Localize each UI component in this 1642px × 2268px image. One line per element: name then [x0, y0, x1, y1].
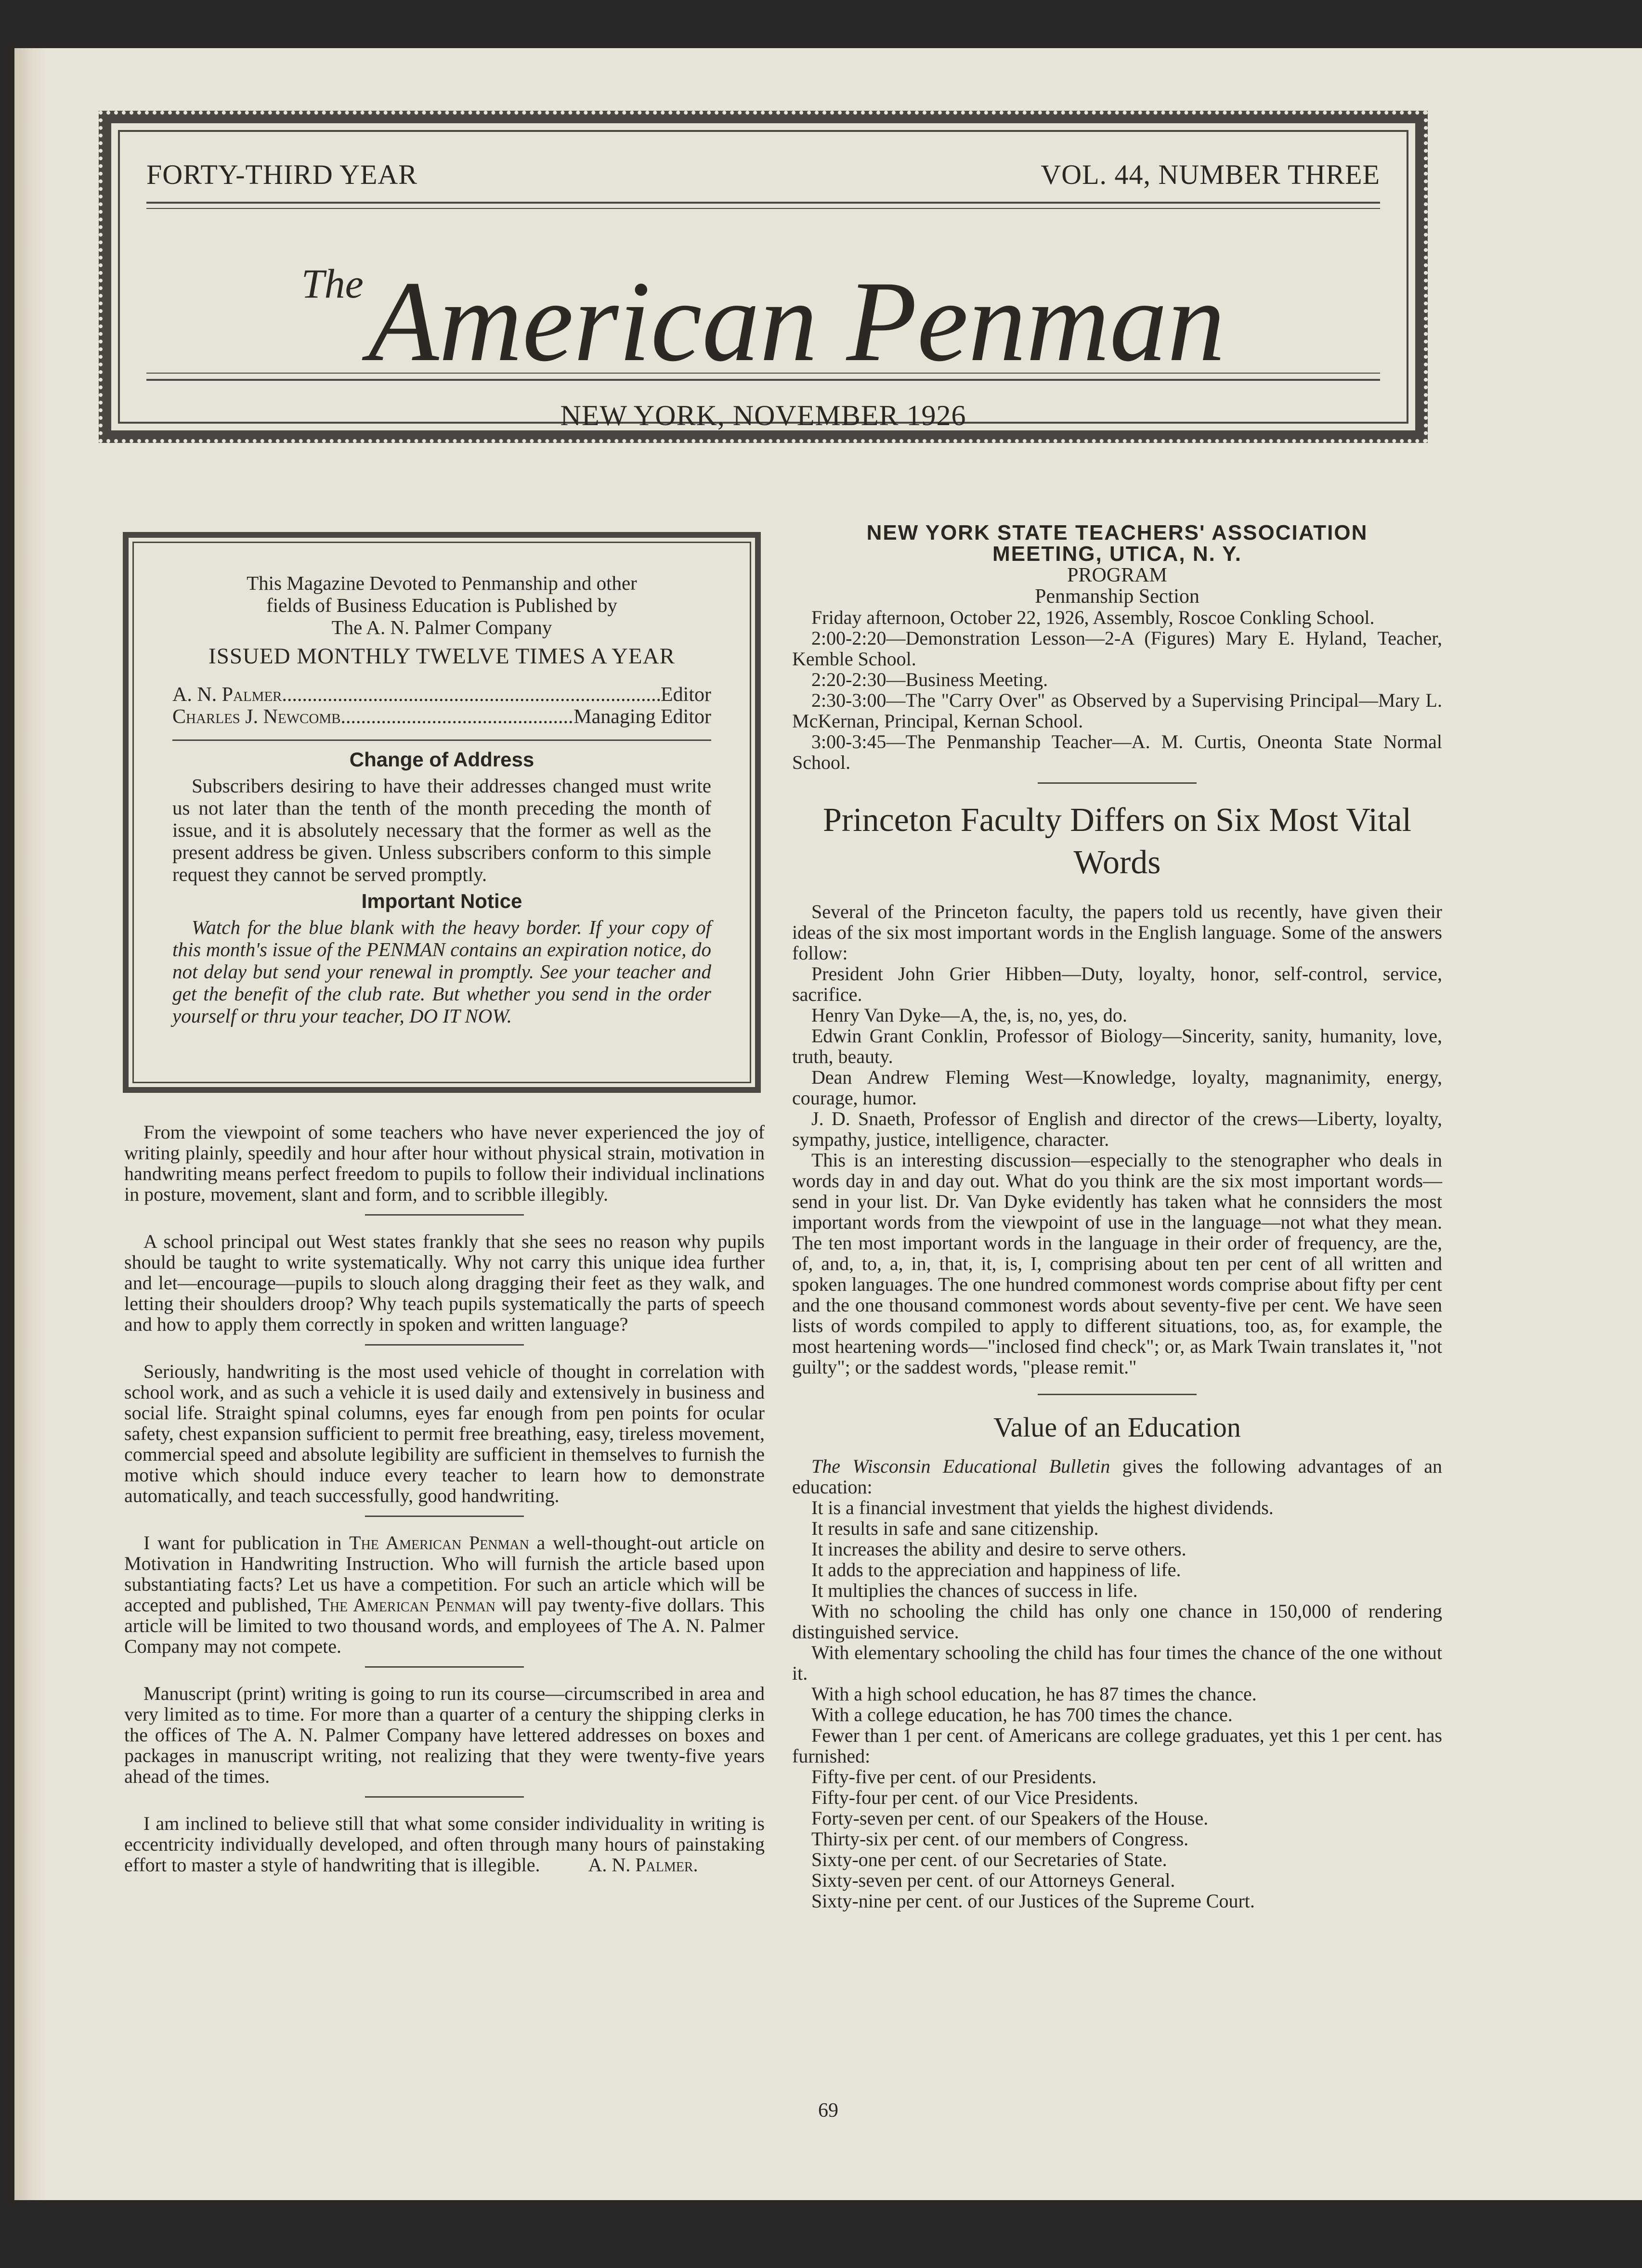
- box-divider: [172, 739, 711, 741]
- education-item: With elementary schooling the child has four times the chance of the one without it.: [792, 1642, 1442, 1684]
- section-label: Penmanship Section: [1035, 585, 1199, 608]
- staff-role: Managing Editor: [573, 706, 711, 728]
- education-item: Fifty-four per cent. of our Vice Presidents.: [811, 1787, 1138, 1808]
- staff-row: [172, 684, 711, 706]
- staff-name: Charles J. Newcomb: [172, 706, 341, 728]
- left-column: [124, 1122, 765, 1875]
- editorial-paragraph: [124, 1813, 765, 1875]
- princeton-paragraph: Dean Andrew Fleming West—Knowledge, loyalty, magnanimity, energy, courage, humor.: [792, 1066, 1442, 1109]
- important-notice-text: Watch for the blue blank with the heavy border. If your copy of this month's issue of the PENMAN contains an expiration notice, do not delay but send your renewal in promptly. See your teacher and get the benefit of the club rate. But whether you send in the order yourself or thru your teacher, DO IT NOW.: [172, 916, 711, 1027]
- publication-info-box: [123, 532, 761, 1093]
- section-divider: [365, 1796, 524, 1798]
- education-item: It adds to the appreciation and happiness of life.: [811, 1559, 1181, 1581]
- association-heading: MEETING, UTICA, N. Y.: [992, 542, 1242, 566]
- right-column: [792, 522, 1442, 1911]
- info-line: This Magazine Devoted to Penmanship and other: [247, 572, 637, 594]
- info-box-content: [132, 542, 751, 1083]
- program-list: [792, 607, 1442, 773]
- princeton-paragraph: J. D. Snaeth, Professor of English and director of the crews—Liberty, loyalty, sympathy, justice, intelligence, character.: [792, 1108, 1442, 1150]
- text-span: I am inclined to believe still that what some consider individuality in writing is eccentricity individually developed, and often through many hours of painstaking effort to master a style of handwriting that is illegible.: [124, 1813, 765, 1876]
- leader-dots: [340, 706, 573, 728]
- program-item: 2:30-3:00—The "Carry Over" as Observed by a Supervising Principal—Mary L. McKernan, Principal, Kernan School.: [792, 689, 1442, 732]
- princeton-paragraph: Henry Van Dyke—A, the, is, no, yes, do.: [811, 1004, 1127, 1026]
- program-item: 2:20-2:30—Business Meeting.: [811, 669, 1048, 690]
- title-the: The: [301, 260, 364, 307]
- info-line: fields of Business Education is Published by: [266, 594, 617, 616]
- bulletin-name: The Wisconsin Educational Bulletin: [811, 1455, 1110, 1477]
- text-span: will pay twenty-five dollars. This article will be limited to two thousand words, and employees of The A. N. Palmer Company may not compete.: [124, 1594, 765, 1657]
- text-span: I want for publication in: [143, 1532, 342, 1554]
- education-item: Sixty-seven per cent. of our Attorneys General.: [811, 1869, 1175, 1891]
- staff-role: Editor: [661, 684, 711, 706]
- masthead-top-line: [146, 158, 1380, 197]
- masthead-inner-frame: [118, 130, 1408, 431]
- education-intro: [792, 1456, 1442, 1497]
- education-item: With no schooling the child has only one chance in 150,000 of rendering distinguished service.: [792, 1600, 1442, 1643]
- education-item: Fewer than 1 per cent. of Americans are college graduates, yet this 1 per cent. has furnished:: [792, 1724, 1442, 1767]
- staff-name: A. N. Palmer: [172, 684, 282, 706]
- signature: A. N. Palmer.: [588, 1854, 698, 1876]
- education-item: With a college education, he has 700 times the chance.: [811, 1704, 1233, 1725]
- text-span: a well-thought-out article on Motivation in Handwriting Instruction. Who will furnish the article based upon substantiating facts? Let us have a competition. For such an article which will be accepted and published,: [124, 1532, 765, 1616]
- magazine-name: The American Penman: [318, 1594, 496, 1616]
- masthead-rule: [146, 379, 1380, 381]
- editorial-paragraph: A school principal out West states frankly that she sees no reason why pupils should be taught to write systematically. Why not carry this unique idea further and let—encourage—pupils to slouch along dragging their feet as they walk, and letting their shoulders droop? Why teach pupils systematically the parts of speech and how to apply them correctly in spoken and written language?: [124, 1231, 765, 1335]
- program-item: 2:00-2:20—Demonstration Lesson—2-A (Figures) Mary E. Hyland, Teacher, Kemble School.: [792, 627, 1442, 670]
- section-divider: [365, 1666, 524, 1668]
- masthead-rule: [146, 208, 1380, 209]
- education-heading: Value of an Education: [993, 1412, 1241, 1443]
- important-notice-heading: Important Notice: [361, 890, 522, 912]
- editorial-paragraph: Manuscript (print) writing is going to run its course—circumscribed in area and very limited as to time. For more than a quarter of a century the shipping clerks in the offices of The A. N. Palmer Company have lettered addresses on boxes and packages in manuscript writing, not realizing that they were twenty-five years ahead of the times.: [124, 1683, 765, 1787]
- masthead-rule: [146, 373, 1380, 374]
- text-span: gives the following advantages of an education:: [792, 1455, 1443, 1498]
- princeton-paragraph: Several of the Princeton faculty, the papers told us recently, have given their ideas of the six most important words in the English language. Some of the answers follow:: [792, 901, 1442, 964]
- education-list: [792, 1497, 1442, 1911]
- section-divider: [365, 1516, 524, 1517]
- change-of-address-heading: Change of Address: [349, 748, 534, 771]
- page-number: 69: [818, 2100, 838, 2122]
- education-item: It results in safe and sane citizenship.: [811, 1517, 1099, 1539]
- princeton-paragraph: This is an interesting discussion—especially to the stenographer who deals in words day in and day out. What do you think are the six most important words—send in your list. Dr. Van Dyke evidently has taken what he connsiders the most important words from the viewpoint of use in the language—not what they mean. The ten most important words in the language in their order of frequency, are the, of, and, to, a, in, that, it, is, I, comprising about ten per cent of all written and spoken languages. The one hundred commonest words comprise about fifty per cent and the one thousand commonest words about seventy-five per cent. We have seen lists of words compiled to apply to different situations, too, as, for example, the most heartening words—"inclosed find check"; or, as Mark Twain translates it, "not guilty"; or the saddest words, "please remit.": [792, 1149, 1442, 1378]
- section-divider: [365, 1214, 524, 1216]
- education-item: It is a financial investment that yields the highest dividends.: [811, 1497, 1274, 1518]
- masthead-rule: [146, 202, 1380, 204]
- magazine-title: [120, 223, 1407, 385]
- program-item: Friday afternoon, October 22, 1926, Assembly, Roscoe Conkling School.: [811, 607, 1375, 628]
- year-label: FORTY-THIRD YEAR: [146, 159, 417, 190]
- program-label: PROGRAM: [1067, 564, 1167, 586]
- masthead: [99, 111, 1428, 443]
- volume-label: VOL. 44, NUMBER THREE: [1041, 159, 1380, 190]
- education-item: It increases the ability and desire to serve others.: [811, 1538, 1186, 1560]
- association-heading: NEW YORK STATE TEACHERS' ASSOCIATION: [866, 521, 1368, 544]
- section-divider: [365, 1344, 524, 1346]
- education-item: Fifty-five per cent. of our Presidents.: [811, 1766, 1097, 1788]
- dateline: NEW YORK, NOVEMBER 1926: [560, 400, 966, 431]
- page-spine-shadow: [14, 48, 48, 2200]
- info-line: The A. N. Palmer Company: [331, 616, 552, 638]
- staff-row: [172, 706, 711, 728]
- education-item: It multiplies the chances of success in life.: [811, 1580, 1138, 1601]
- princeton-paragraph: President John Grier Hibben—Duty, loyalty, honor, self-control, service, sacrifice.: [792, 963, 1442, 1005]
- princeton-article: [792, 901, 1442, 1377]
- education-item: With a high school education, he has 87 times the chance.: [811, 1683, 1257, 1705]
- change-of-address-text: Subscribers desiring to have their addresses changed must write us not later than the tenth of the month preceding the month of issue, and it is absolutely necessary that the former as well as the present address be given. Unless subscribers conform to this simple request they cannot be served promptly.: [172, 775, 711, 885]
- section-divider: [1038, 782, 1197, 784]
- editorial-paragraph: From the viewpoint of some teachers who have never experienced the joy of writing plainly, speedily and hour after hour without physical strain, motivation in handwriting means perfect freedom to pupils to follow their individual inclinations in posture, movement, slant and form, and to scribble illegibly.: [124, 1121, 765, 1205]
- editorial-paragraph: Seriously, handwriting is the most used vehicle of thought in correlation with school work, and as such a vehicle it is used daily and extensively in business and social life. Straight spinal columns, eyes far enough from pen points for ocular safety, chest expansion sufficient to permit free breathing, easy, tireless movement, commercial speed and absolute legibility are sufficient in themselves to furnish the motive which should induce every teacher to learn how to demonstrate automatically, and teach successfully, good handwriting.: [124, 1361, 765, 1506]
- princeton-paragraph: Edwin Grant Conklin, Professor of Biology—Sincerity, sanity, humanity, love, truth, beauty.: [792, 1025, 1442, 1067]
- title-main: American Penman: [368, 257, 1225, 385]
- princeton-heading: Princeton Faculty Differs on Six Most Vital Words: [822, 802, 1412, 881]
- magazine-name: The American Penman: [349, 1532, 529, 1554]
- education-item: Forty-seven per cent. of our Speakers of the House.: [811, 1807, 1209, 1829]
- magazine-page: [14, 48, 1642, 2200]
- editorial-paragraph: [124, 1532, 765, 1657]
- program-item: 3:00-3:45—The Penmanship Teacher—A. M. Curtis, Oneonta State Normal School.: [792, 731, 1442, 773]
- education-item: Sixty-nine per cent. of our Justices of the Supreme Court.: [811, 1890, 1255, 1912]
- section-divider: [1038, 1394, 1197, 1395]
- leader-dots: [282, 684, 661, 706]
- issued-monthly: ISSUED MONTHLY TWELVE TIMES A YEAR: [209, 644, 675, 669]
- education-item: Thirty-six per cent. of our members of Congress.: [811, 1828, 1189, 1850]
- education-item: Sixty-one per cent. of our Secretaries of State.: [811, 1849, 1167, 1870]
